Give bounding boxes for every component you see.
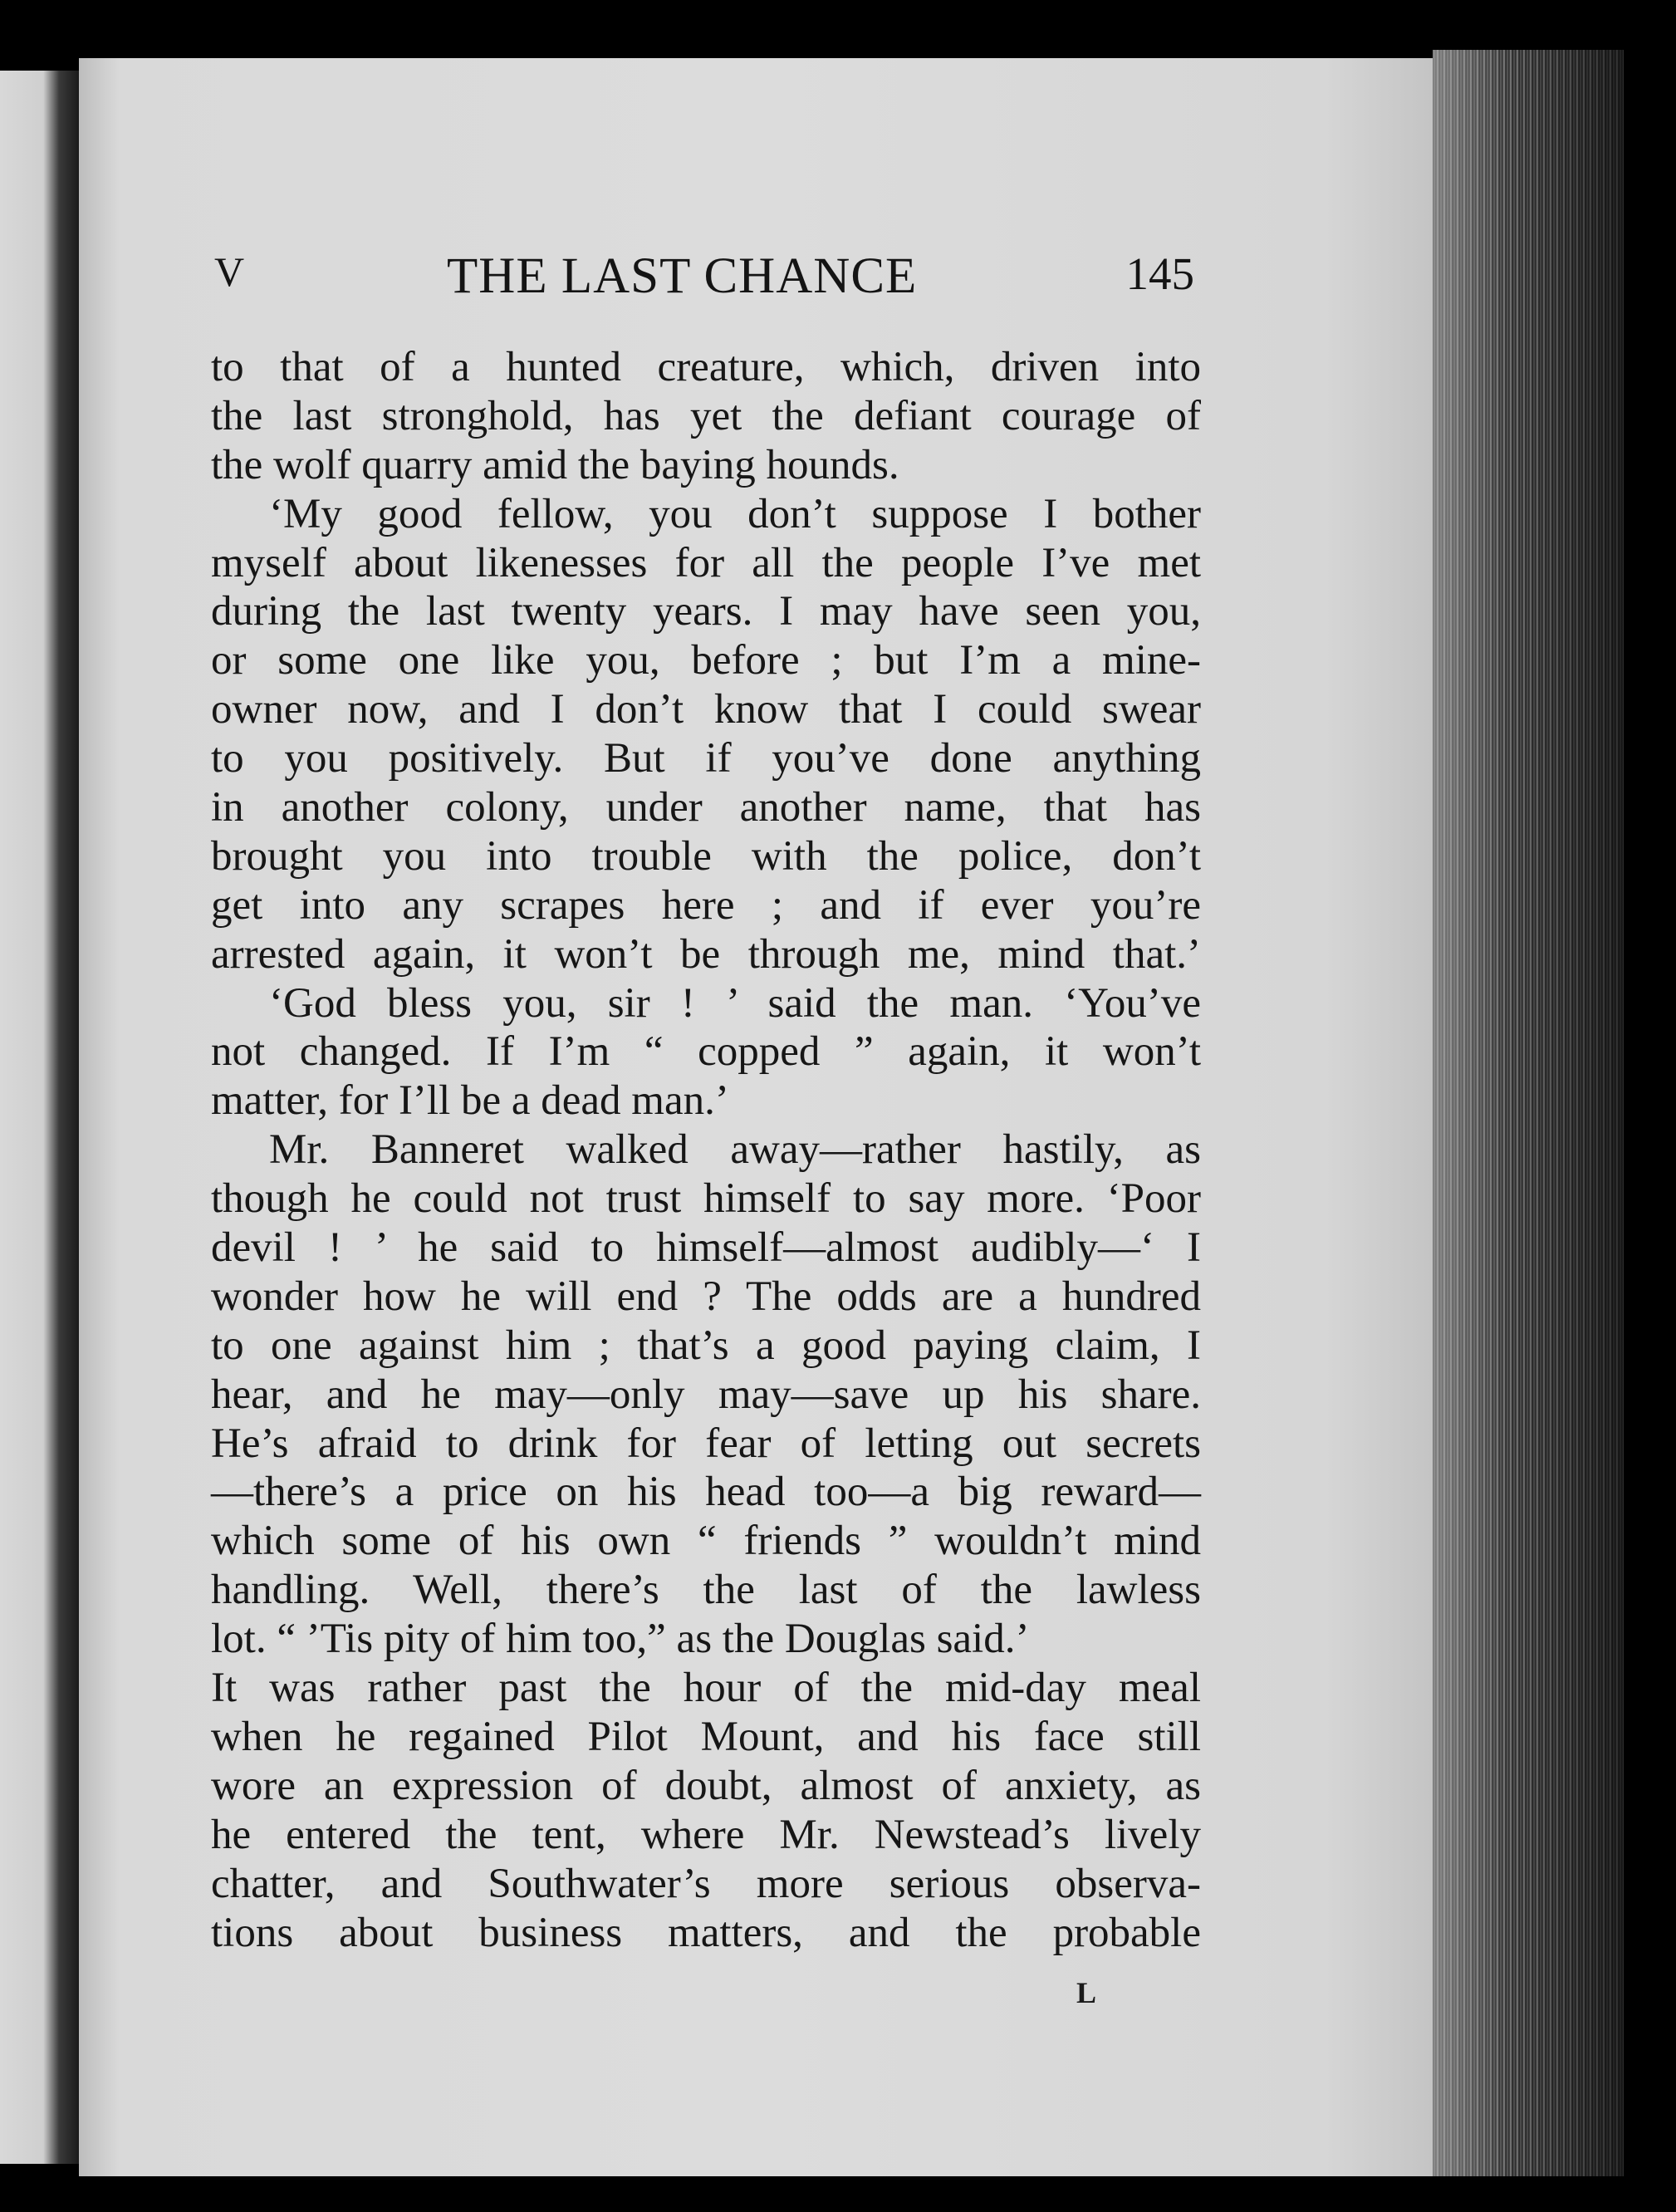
- text-line: tions about business matters, and the probable: [211, 1909, 1201, 1956]
- text-line: lot. “ ’Tis pity of him too,” as the Douglas said.’: [211, 1616, 1030, 1663]
- text-line: to that of a hunted creature, which, driven into: [211, 344, 1201, 390]
- text-line: the last stronghold, has yet the defiant courage of: [211, 392, 1201, 439]
- text-line: though he could not trust himself to say more. ‘Poor: [211, 1175, 1201, 1223]
- text-line: myself about likenesses for all the people I’ve met: [211, 539, 1201, 586]
- text-line: when he regained Pilot Mount, and his face still: [211, 1713, 1201, 1760]
- facing-page-edge: [0, 71, 79, 2164]
- text-line: the wolf quarry amid the baying hounds.: [211, 441, 899, 488]
- body-text: [211, 343, 1201, 1957]
- running-head: [214, 248, 1194, 314]
- text-line: ‘My good fellow, you don’t suppose I bother: [269, 490, 1201, 537]
- text-line: He’s afraid to drink for fear of letting out secrets: [211, 1420, 1201, 1467]
- text-line: Mr. Banneret walked away—rather hastily, as: [269, 1126, 1201, 1174]
- text-line: arrested again, it won’t be through me, mind that.’: [211, 930, 1201, 978]
- text-line: ‘God bless you, sir ! ’ said the man. ‘You’ve: [269, 979, 1201, 1027]
- text-line: devil ! ’ he said to himself—almost audibly—‘ I: [211, 1224, 1201, 1272]
- page-stack-shading: [1433, 50, 1624, 2176]
- text-line: get into any scrapes here ; and if ever you’re: [211, 881, 1201, 929]
- text-line: handling. Well, there’s the last of the lawless: [211, 1567, 1201, 1614]
- chapter-number: V: [214, 248, 245, 295]
- text-line: chatter, and Southwater’s more serious observa-: [211, 1860, 1201, 1907]
- page-number: 145: [1125, 248, 1194, 299]
- text-line: It was rather past the hour of the mid-day meal: [211, 1665, 1201, 1712]
- text-line: during the last twenty years. I may have seen you,: [211, 588, 1201, 635]
- text-line: matter, for I’ll be a dead man.’: [211, 1077, 729, 1125]
- text-line: hear, and he may—only may—save up his share.: [211, 1371, 1201, 1418]
- text-line: which some of his own “ friends ” wouldn’t mind: [211, 1518, 1201, 1565]
- text-line: not changed. If I’m “ copped ” again, it won’t: [211, 1028, 1201, 1076]
- text-line: wore an expression of doubt, almost of anxiety, as: [211, 1762, 1201, 1809]
- text-line: brought you into trouble with the police, don’t: [211, 832, 1201, 880]
- text-line: to one against him ; that’s a good paying claim, I: [211, 1322, 1201, 1369]
- text-line: or some one like you, before ; but I’m a mine-: [211, 637, 1201, 684]
- text-line: owner now, and I don’t know that I could swear: [211, 686, 1201, 733]
- signature-mark: L: [1076, 1976, 1097, 2009]
- text-line: —there’s a price on his head too—a big reward—: [211, 1469, 1201, 1516]
- text-line: in another colony, under another name, that has: [211, 784, 1201, 831]
- text-line: he entered the tent, where Mr. Newstead’s lively: [211, 1811, 1201, 1858]
- text-line: to you positively. But if you’ve done anything: [211, 735, 1201, 782]
- running-title: THE LAST CHANCE: [447, 248, 918, 304]
- text-line: wonder how he will end ? The odds are a hundred: [211, 1273, 1201, 1320]
